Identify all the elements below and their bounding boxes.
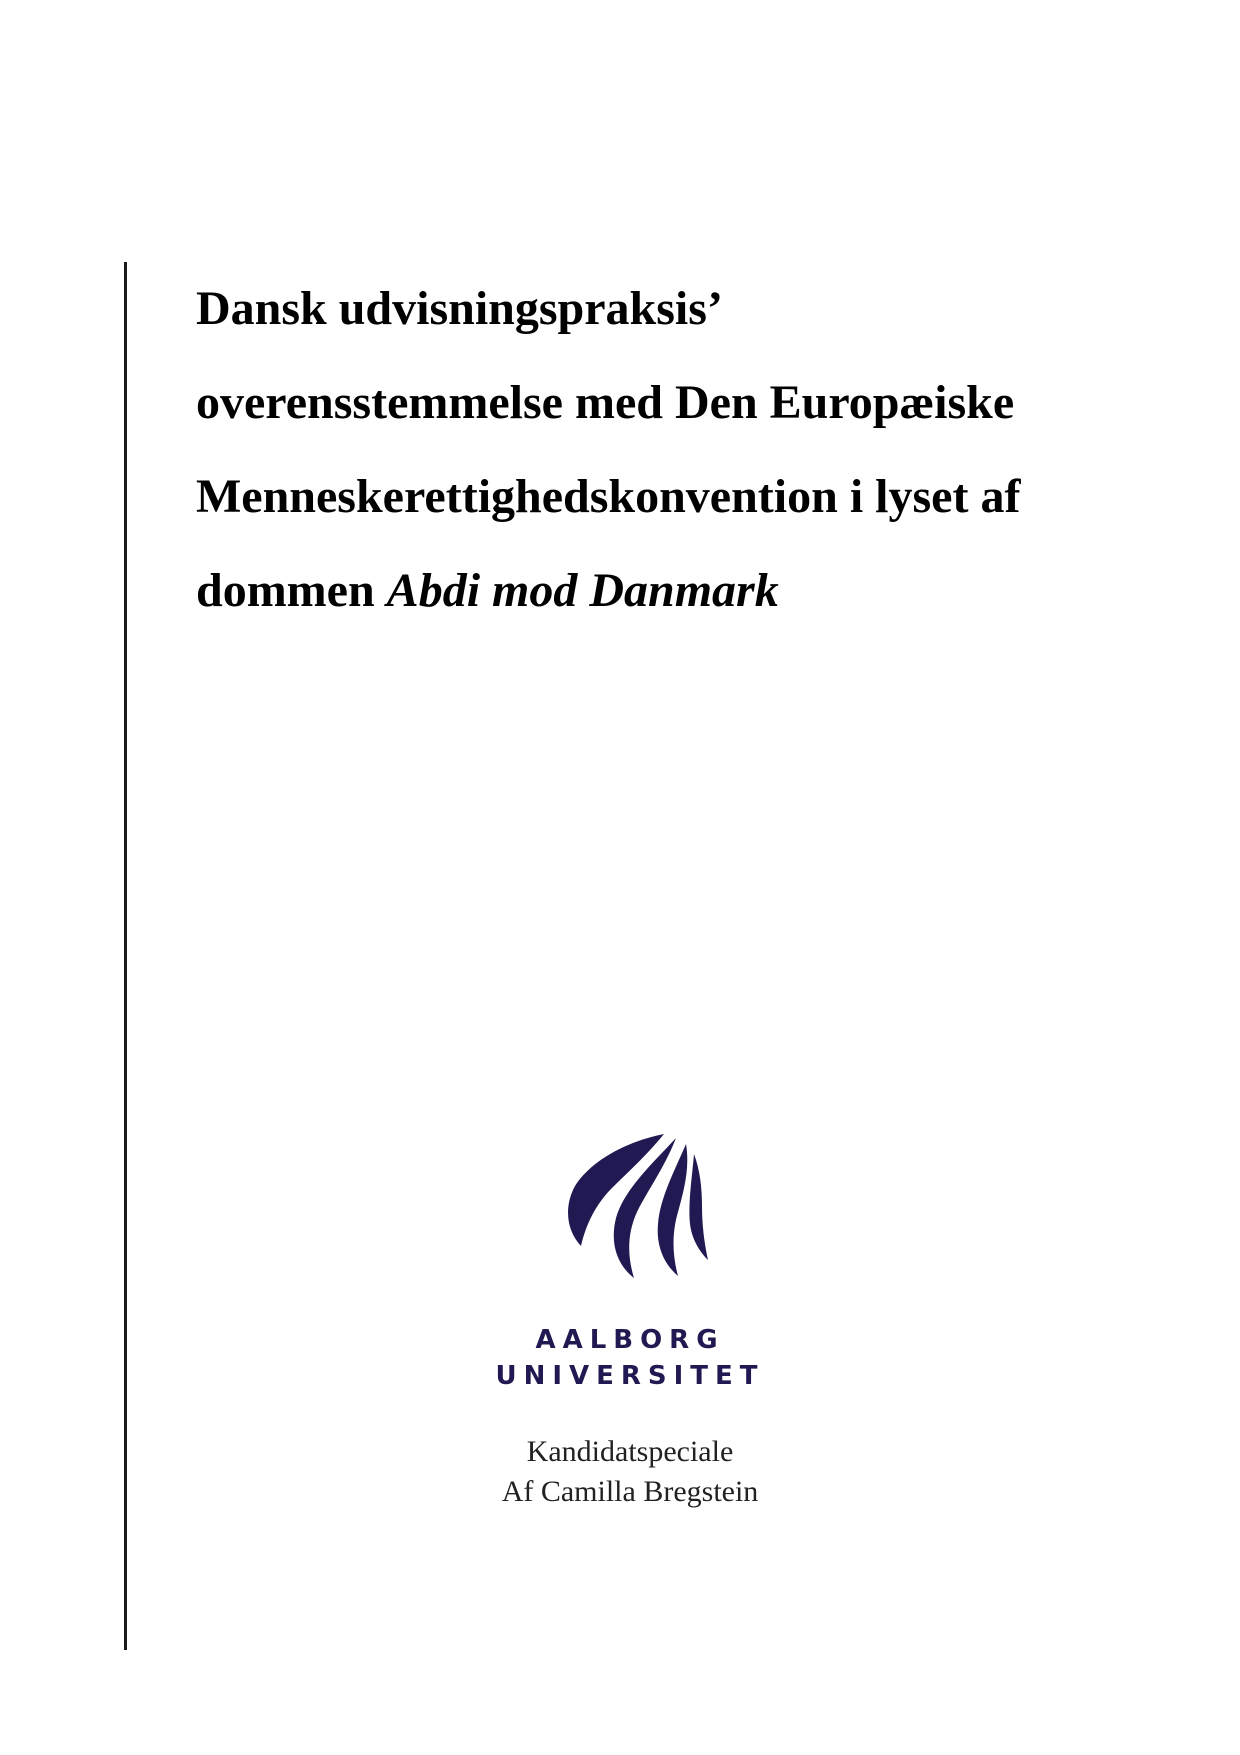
- title-line-4-regular: dommen: [196, 564, 387, 617]
- thesis-type: Kandidatspeciale: [526, 1435, 734, 1468]
- title-case-name: Abdi mod Danmark: [386, 564, 779, 617]
- title-line-2: overensstemmelse med Den Europæiske: [196, 376, 1015, 429]
- aalborg-university-logo-icon: [560, 1128, 710, 1280]
- logo-wordmark: [470, 1322, 790, 1394]
- title-line-3: Menneskerettighedskonvention i lyset af: [196, 470, 1021, 523]
- document-subtitle: [420, 1432, 840, 1512]
- margin-rule: [124, 262, 127, 1650]
- title-line-4: [196, 544, 1196, 638]
- author-line: Af Camilla Bregstein: [501, 1475, 759, 1508]
- document-title: [196, 262, 1196, 638]
- logo-wordmark-line-1: AALBORG: [535, 1325, 725, 1355]
- logo-wordmark-line-2: UNIVERSITET: [495, 1361, 765, 1391]
- title-line-1: Dansk udvisningspraksis’: [196, 282, 723, 335]
